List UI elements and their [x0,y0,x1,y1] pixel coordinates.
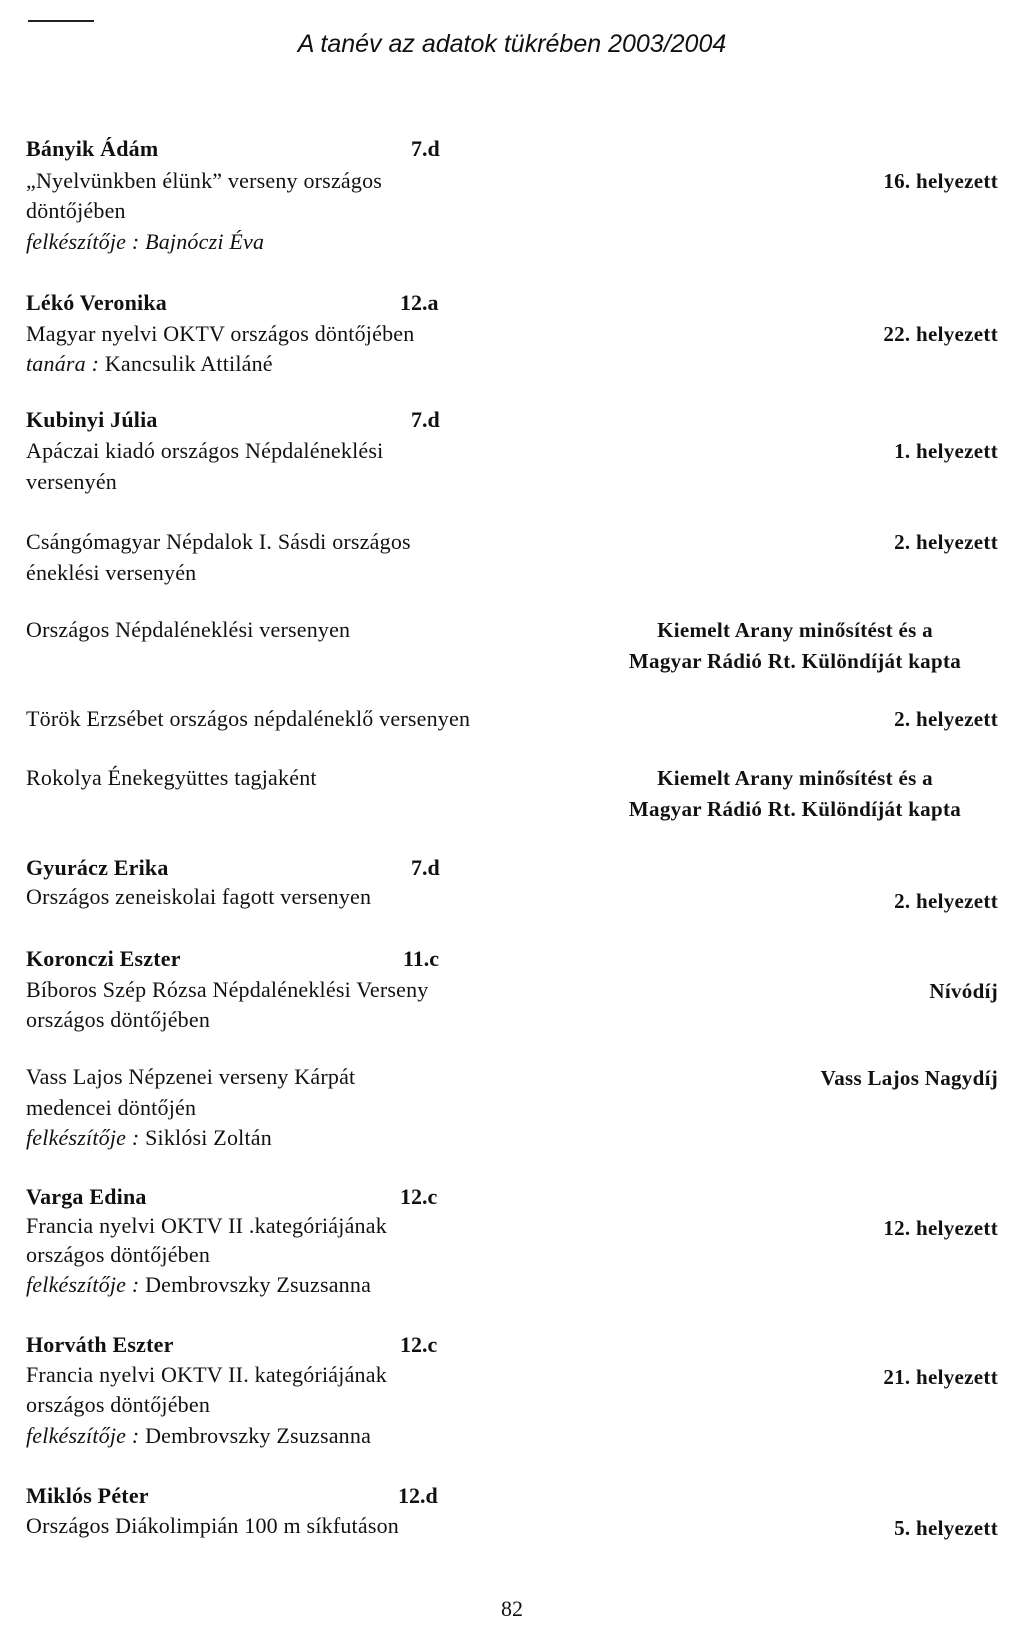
coach-label: tanára : [26,351,100,376]
competition-line: Magyar nyelvi OKTV országos döntőjében [26,321,415,346]
header-rule [28,20,94,22]
student-class: 7.d [411,136,440,161]
student-name: Miklós Péter [26,1483,149,1508]
student-class: 11.c [403,946,440,971]
student-name: Lékó Veronika [26,290,167,315]
competition-line: medencei döntőjén [26,1095,197,1120]
result: 16. helyezett [883,169,998,193]
student-class: 12.d [398,1483,438,1508]
result: 2. helyezett [894,889,998,913]
coach-label: felkészítője : [26,1125,140,1150]
competition-line: Csángómagyar Népdalok I. Sásdi országos [26,529,411,554]
student-name: Horváth Eszter [26,1332,174,1357]
competition-line: Francia nyelvi OKTV II .kategóriájának [26,1213,387,1238]
student-class: 12.a [400,290,439,315]
competition-line: Vass Lajos Népzenei verseny Kárpát [26,1064,356,1089]
student-class: 7.d [411,855,440,880]
coach-label: felkészítője : [26,1423,140,1448]
competition-line: Országos Népdaléneklési versenyen [26,617,351,642]
competition-line: Országos zeneiskolai fagott versenyen [26,884,372,909]
page-header: A tanév az adatok tükrében 2003/2004 [297,30,727,58]
page-number: 82 [501,1596,523,1621]
result: 12. helyezett [883,1216,998,1240]
student-name: Bányik Ádám [26,136,159,161]
competition-line: Bíboros Szép Rózsa Népdaléneklési Verseny [26,977,429,1002]
coach-name: Dembrovszky Zsuzsanna [145,1272,372,1297]
competition-line: Török Erzsébet országos népdaléneklő versenyen [26,706,471,731]
result: Vass Lajos Nagydíj [820,1066,998,1090]
coach-line [26,349,273,379]
competition-line: versenyén [26,469,117,494]
competition-line: Francia nyelvi OKTV II. kategóriájának [26,1362,387,1387]
result: 21. helyezett [883,1365,998,1389]
coach-name: Dembrovszky Zsuzsanna [145,1423,372,1448]
result: Kiemelt Arany minősítést és a [657,766,933,790]
competition-line: országos döntőjében [26,1007,211,1032]
competition-line: Országos Diákolimpián 100 m síkfutáson [26,1513,399,1538]
competition-line: éneklési versenyén [26,560,197,585]
result: Magyar Rádió Rt. Különdíját kapta [628,797,962,821]
coach-line [26,1421,371,1451]
result: Kiemelt Arany minősítést és a [657,618,933,642]
student-class: 12.c [400,1332,438,1357]
coach-name: Kancsulik Attiláné [104,351,273,376]
result: Nívódíj [929,979,998,1003]
result: Magyar Rádió Rt. Különdíját kapta [628,649,962,673]
student-name: Varga Edina [26,1184,147,1209]
competition-line: országos döntőjében [26,1392,211,1417]
student-class: 12.c [400,1184,438,1209]
student-name: Gyurácz Erika [26,855,169,880]
result: 1. helyezett [894,439,998,463]
student-name: Kubinyi Júlia [26,407,158,432]
competition-line: országos döntőjében [26,1242,211,1267]
coach-line: felkészítője : Bajnóczi Éva [26,229,265,254]
result: 22. helyezett [883,322,998,346]
coach-name: Siklósi Zoltán [145,1125,272,1150]
coach-line [26,1270,371,1300]
coach-line [26,1123,272,1153]
result: 2. helyezett [894,707,998,731]
competition-line: Apáczai kiadó országos Népdaléneklési [26,438,384,463]
student-class: 7.d [411,407,440,432]
competition-line: döntőjében [26,198,126,223]
competition-line: „Nyelvünkben élünk” verseny országos [26,168,383,193]
student-name: Koronczi Eszter [26,946,181,971]
coach-label: felkészítője : [26,1272,140,1297]
result: 5. helyezett [894,1516,998,1540]
result: 2. helyezett [894,530,998,554]
competition-line: Rokolya Énekegyüttes tagjaként [26,765,317,790]
